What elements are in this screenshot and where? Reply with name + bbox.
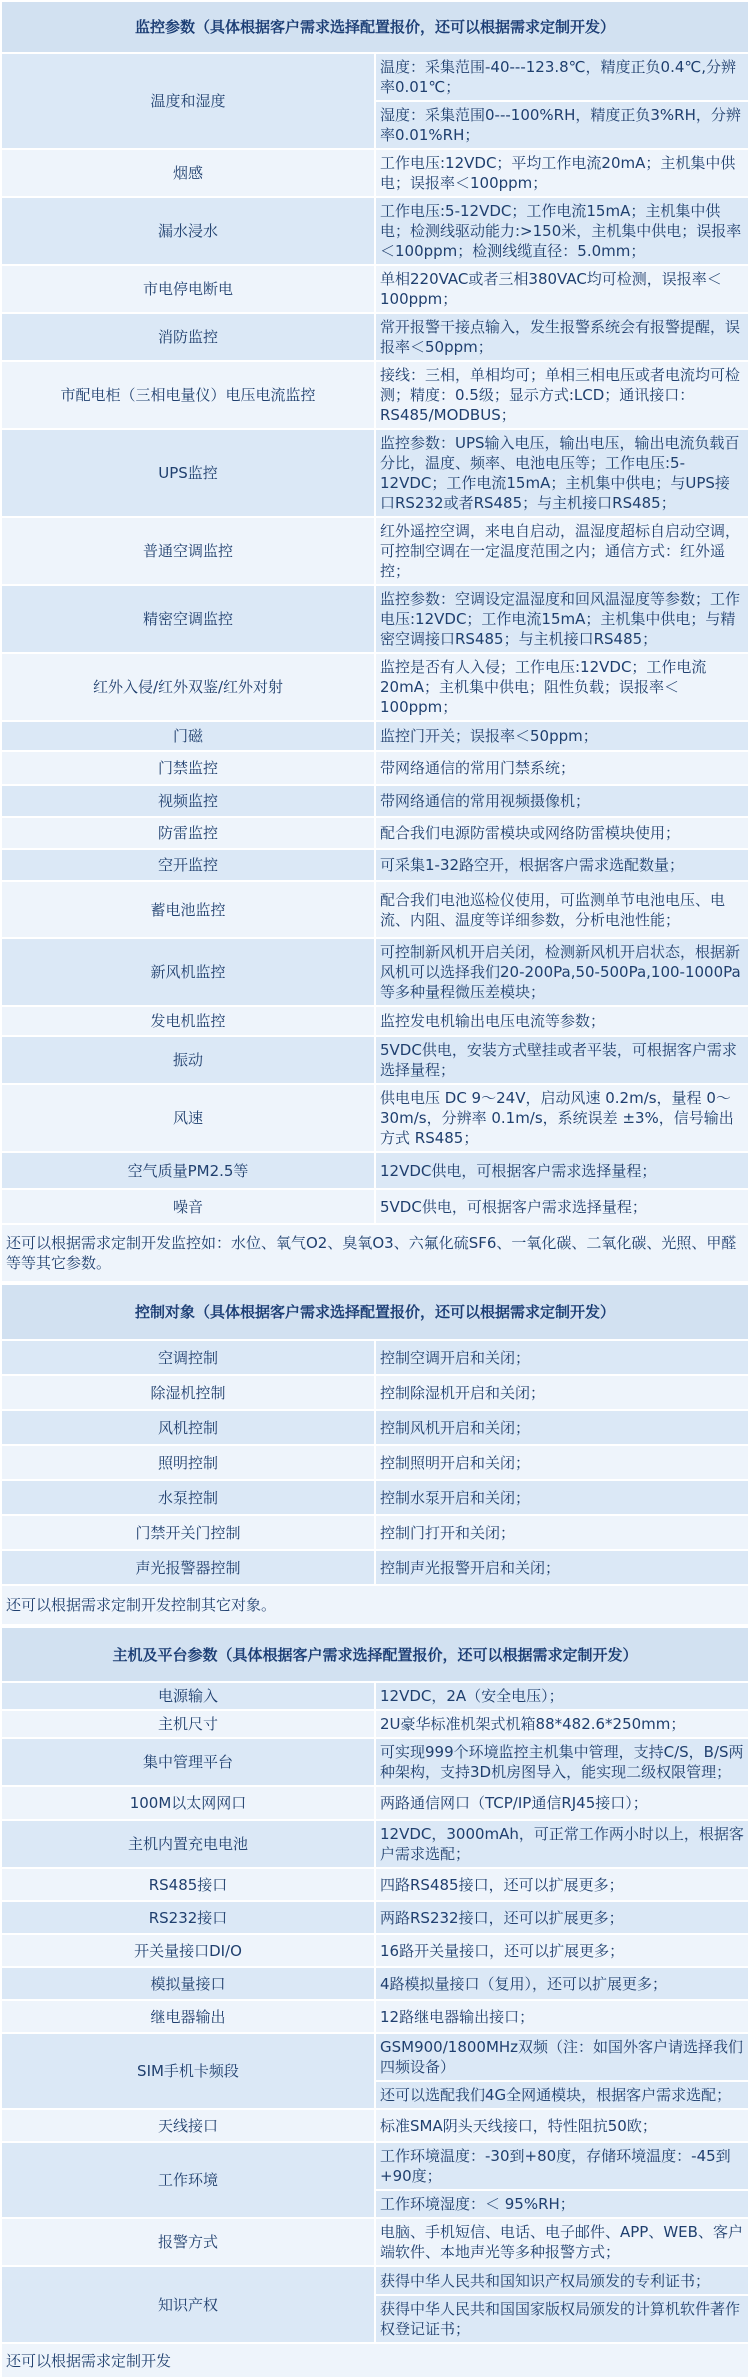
row-value: 可实现999个环境监控主机集中管理，支持C/S，B/S两种架构，支持3D机房图导入，能实现二级权限管理；	[375, 1738, 749, 1786]
row-label: 防雷监控	[1, 817, 375, 849]
table-row	[1, 1682, 749, 1710]
table-row	[1, 653, 749, 721]
row-label: UPS监控	[1, 429, 375, 517]
row-label: 空气质量PM2.5等	[1, 1152, 375, 1189]
table-row	[1, 1820, 749, 1868]
section-title: 控制对象（具体根据客户需求选择配置报价，还可以根据需求定制开发）	[1, 1284, 749, 1340]
table-row	[1, 313, 749, 361]
row-label: 漏水浸水	[1, 197, 375, 265]
table-row	[1, 53, 749, 101]
spec-section-table	[0, 1626, 750, 2379]
row-value: 接线：三相，单相均可；单相三相电压或者电流均可检测；精度：0.5级；显示方式:LCD；通讯接口：RS485/MODBUS；	[375, 361, 749, 429]
row-value: 12VDC供电，可根据客户需求选择量程；	[375, 1152, 749, 1189]
row-value: 红外遥控空调，来电自启动，温湿度超标自启动空调，可控制空调在一定温度范围之内；通信方式：红外遥控；	[375, 517, 749, 585]
table-row	[1, 881, 749, 938]
section-note: 还可以根据需求定制开发	[1, 2343, 749, 2378]
row-value: 可采集1-32路空开，根据客户需求选配数量；	[375, 849, 749, 881]
table-row	[1, 1550, 749, 1585]
row-label: 水泵控制	[1, 1480, 375, 1515]
row-label: 空开监控	[1, 849, 375, 881]
row-label: 市配电柜（三相电量仪）电压电流监控	[1, 361, 375, 429]
row-value: 获得中华人民共和国国家版权局颁发的计算机软件著作权登记证书；	[375, 2295, 749, 2343]
row-value: 还可以选配我们4G全网通模块，根据客户需求选配；	[375, 2081, 749, 2109]
row-label: 报警方式	[1, 2218, 375, 2266]
section-title: 主机及平台参数（具体根据客户需求选择配置报价，还可以根据需求定制开发）	[1, 1627, 749, 1682]
row-label: RS232接口	[1, 1901, 375, 1934]
row-label: 温度和湿度	[1, 53, 375, 149]
row-value: 常开报警干接点输入，发生报警系统会有报警提醒，误报率＜50ppm；	[375, 313, 749, 361]
row-label: 烟感	[1, 149, 375, 197]
row-label: 精密空调监控	[1, 585, 375, 653]
row-value: 16路开关量接口，还可以扩展更多；	[375, 1934, 749, 1967]
row-value: 湿度：采集范围0---100%RH，精度正负3%RH，分辨率0.01%RH；	[375, 101, 749, 149]
row-value: 4路模拟量接口（复用），还可以扩展更多；	[375, 1967, 749, 2000]
row-label: 噪音	[1, 1189, 375, 1224]
table-row	[1, 2000, 749, 2033]
row-label: 红外入侵/红外双鉴/红外对射	[1, 653, 375, 721]
table-row	[1, 1738, 749, 1786]
row-value: 供电电压 DC 9～24V，启动风速 0.2m/s，量程 0～30m/s，分辨率 0.1m/s，系统误差 ±3%，信号输出方式 RS485；	[375, 1084, 749, 1152]
row-value: 带网络通信的常用门禁系统；	[375, 751, 749, 785]
row-label: 风机控制	[1, 1410, 375, 1445]
row-label: 振动	[1, 1036, 375, 1084]
row-value: 12VDC，3000mAh，可正常工作两小时以上，根据客户需求选配；	[375, 1820, 749, 1868]
table-row	[1, 2266, 749, 2295]
row-value: 控制门打开和关闭；	[375, 1515, 749, 1550]
section-title: 监控参数（具体根据客户需求选择配置报价，还可以根据需求定制开发）	[1, 1, 749, 53]
row-label: 视频监控	[1, 785, 375, 817]
row-value: 5VDC供电，安装方式壁挂或者平装，可根据客户需求选择量程；	[375, 1036, 749, 1084]
spec-section-table	[0, 1283, 750, 1626]
row-label: 新风机监控	[1, 938, 375, 1006]
row-label: SIM手机卡频段	[1, 2033, 375, 2109]
table-row	[1, 2218, 749, 2266]
row-value: 监控是否有人入侵；工作电压:12VDC；工作电流20mA；主机集中供电；阻性负载；误报率＜100ppm；	[375, 653, 749, 721]
row-value: 5VDC供电，可根据客户需求选择量程；	[375, 1189, 749, 1224]
row-value: 控制照明开启和关闭；	[375, 1445, 749, 1480]
row-value: 2U豪华标准机架式机箱88*482.6*250mm；	[375, 1710, 749, 1738]
table-row	[1, 721, 749, 751]
table-row	[1, 785, 749, 817]
row-label: 主机内置充电电池	[1, 1820, 375, 1868]
row-value: 工作环境温度：-30到+80度，存储环境温度：-45到+90度；	[375, 2142, 749, 2190]
table-row	[1, 1868, 749, 1901]
table-row	[1, 1515, 749, 1550]
row-value: 带网络通信的常用视频摄像机；	[375, 785, 749, 817]
table-row	[1, 751, 749, 785]
table-row	[1, 149, 749, 197]
row-value: 12VDC，2A（安全电压）；	[375, 1682, 749, 1710]
row-label: 模拟量接口	[1, 1967, 375, 2000]
table-row	[1, 429, 749, 517]
row-label: 开关量接口DI/O	[1, 1934, 375, 1967]
table-row	[1, 1189, 749, 1224]
row-label: 门磁	[1, 721, 375, 751]
row-value: 工作电压:12VDC；平均工作电流20mA；主机集中供电；误报率＜100ppm；	[375, 149, 749, 197]
row-value: 控制声光报警开启和关闭；	[375, 1550, 749, 1585]
table-row	[1, 197, 749, 265]
row-label: 天线接口	[1, 2109, 375, 2142]
row-value: 12路继电器输出接口；	[375, 2000, 749, 2033]
row-value: GSM900/1800MHz双频（注：如国外客户请选择我们四频设备）	[375, 2033, 749, 2081]
row-label: 100M以太网网口	[1, 1786, 375, 1820]
row-value: 两路RS232接口，还可以扩展更多；	[375, 1901, 749, 1934]
table-row	[1, 1480, 749, 1515]
row-label: 空调控制	[1, 1340, 375, 1375]
row-value: 工作电压:5-12VDC；工作电流15mA；主机集中供电；检测线驱动能力:>150米，主机集中供电；误报率＜100ppm；检测线缆直径：5.0mm；	[375, 197, 749, 265]
row-label: 发电机监控	[1, 1006, 375, 1036]
table-row	[1, 585, 749, 653]
row-value: 配合我们电池巡检仪使用，可监测单节电池电压、电流、内阻、温度等详细参数，分析电池性能；	[375, 881, 749, 938]
table-row	[1, 1006, 749, 1036]
row-label: 风速	[1, 1084, 375, 1152]
table-row	[1, 361, 749, 429]
row-label: 继电器输出	[1, 2000, 375, 2033]
row-value: 控制除湿机开启和关闭；	[375, 1375, 749, 1410]
table-row	[1, 938, 749, 1006]
row-value: 控制风机开启和关闭；	[375, 1410, 749, 1445]
row-value: 两路通信网口（TCP/IP通信RJ45接口）；	[375, 1786, 749, 1820]
table-row	[1, 1934, 749, 1967]
table-row	[1, 817, 749, 849]
table-row	[1, 1036, 749, 1084]
table-row	[1, 849, 749, 881]
row-label: 蓄电池监控	[1, 881, 375, 938]
row-label: 知识产权	[1, 2266, 375, 2343]
row-value: 控制空调开启和关闭；	[375, 1340, 749, 1375]
row-value: 标准SMA阴头天线接口，特性阻抗50欧；	[375, 2109, 749, 2142]
table-row	[1, 2109, 749, 2142]
section-note: 还可以根据需求定制开发控制其它对象。	[1, 1585, 749, 1625]
row-label: 电源输入	[1, 1682, 375, 1710]
table-row	[1, 517, 749, 585]
table-row	[1, 1410, 749, 1445]
row-label: 门禁开关门控制	[1, 1515, 375, 1550]
row-value: 监控门开关；误报率＜50ppm；	[375, 721, 749, 751]
row-label: 除湿机控制	[1, 1375, 375, 1410]
table-row	[1, 265, 749, 313]
row-label: 工作环境	[1, 2142, 375, 2218]
row-value: 可控制新风机开启关闭，检测新风机开启状态，根据新风机可以选择我们20-200Pa,50-500Pa,100-1000Pa等多种量程微压差模块；	[375, 938, 749, 1006]
row-value: 配合我们电源防雷模块或网络防雷模块使用；	[375, 817, 749, 849]
row-value: 监控参数：空调设定温湿度和回风温湿度等参数；工作电压:12VDC；工作电流15mA；主机集中供电；与精密空调接口RS485；与主机接口RS485；	[375, 585, 749, 653]
row-value: 监控发电机输出电压电流等参数；	[375, 1006, 749, 1036]
row-label: 主机尺寸	[1, 1710, 375, 1738]
table-row	[1, 1901, 749, 1934]
table-row	[1, 1710, 749, 1738]
row-value: 单相220VAC或者三相380VAC均可检测，误报率＜100ppm；	[375, 265, 749, 313]
row-label: 集中管理平台	[1, 1738, 375, 1786]
table-row	[1, 1340, 749, 1375]
row-value: 控制水泵开启和关闭；	[375, 1480, 749, 1515]
row-value: 工作环境湿度：＜ 95%RH；	[375, 2190, 749, 2218]
row-label: 消防监控	[1, 313, 375, 361]
table-row	[1, 1967, 749, 2000]
row-label: 声光报警器控制	[1, 1550, 375, 1585]
row-value: 获得中华人民共和国知识产权局颁发的专利证书；	[375, 2266, 749, 2295]
section-note: 还可以根据需求定制开发监控如：水位、氧气O2、臭氧O3、六氟化硫SF6、一氧化碳、二氧化碳、光照、甲醛等等其它参数。	[1, 1224, 749, 1282]
row-value: 监控参数：UPS输入电压，输出电压，输出电流负载百分比，温度、频率、电池电压等；工作电压:5-12VDC；工作电流15mA；主机集中供电；与UPS接口RS232或者RS485；与主机接口RS485；	[375, 429, 749, 517]
table-row	[1, 2142, 749, 2190]
table-row	[1, 1445, 749, 1480]
row-value: 四路RS485接口，还可以扩展更多；	[375, 1868, 749, 1901]
table-row	[1, 2033, 749, 2081]
row-label: 普通空调监控	[1, 517, 375, 585]
row-label: 市电停电断电	[1, 265, 375, 313]
row-label: 照明控制	[1, 1445, 375, 1480]
row-value: 温度：采集范围-40---123.8℃，精度正负0.4℃,分辨率0.01℃；	[375, 53, 749, 101]
table-row	[1, 1375, 749, 1410]
row-label: RS485接口	[1, 1868, 375, 1901]
table-row	[1, 1786, 749, 1820]
table-row	[1, 1084, 749, 1152]
row-value: 电脑、手机短信、电话、电子邮件、APP、WEB、客户端软件、本地声光等多种报警方式；	[375, 2218, 749, 2266]
table-row	[1, 1152, 749, 1189]
row-label: 门禁监控	[1, 751, 375, 785]
